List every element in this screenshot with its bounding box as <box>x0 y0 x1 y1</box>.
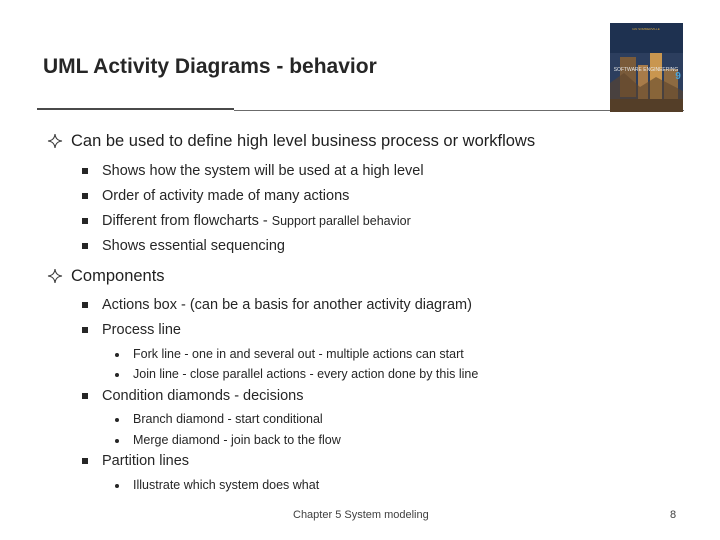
square-bullet-icon <box>82 327 88 333</box>
square-bullet-icon <box>82 458 88 464</box>
book-cover-image <box>610 23 683 112</box>
slide-title: UML Activity Diagrams - behavior <box>43 55 377 78</box>
sub-bullet-text: Process line <box>102 322 181 338</box>
cover-edition: 9 <box>675 71 681 82</box>
dot-bullet-icon <box>115 418 119 422</box>
cover-author: IAN SOMMERVILLE <box>632 27 660 31</box>
dot-bullet-icon <box>115 353 119 357</box>
sub-sub-bullet-text: Fork line - one in and several out - multiple actions can start <box>133 347 464 361</box>
footer-chapter: Chapter 5 System modeling <box>293 509 429 521</box>
sub-sub-bullet-text: Branch diamond - start conditional <box>133 412 323 426</box>
title-divider-thick <box>37 108 234 110</box>
square-bullet-icon <box>82 243 88 249</box>
page-number: 8 <box>670 509 677 521</box>
sub-sub-bullet-text: Illustrate which system does what <box>133 478 320 492</box>
square-bullet-icon <box>82 193 88 199</box>
sub-bullet-text: Condition diamonds - decisions <box>102 388 304 404</box>
sub-bullet-text: Actions box - (can be a basis for another activity diagram) <box>102 297 472 313</box>
star-bullet-icon <box>47 133 63 149</box>
square-bullet-icon <box>82 168 88 174</box>
square-bullet-icon <box>82 302 88 308</box>
sub-bullet-text <box>102 213 411 229</box>
cover-title: SOFTWARE ENGINEERING <box>613 67 679 73</box>
dot-bullet-icon <box>115 373 119 377</box>
bullet-text: Components <box>71 267 165 285</box>
square-bullet-icon <box>82 393 88 399</box>
sub-bullet-main-text: Different from flowcharts - <box>102 213 272 229</box>
bullet-text: Can be used to define high level business process or workflows <box>71 132 536 150</box>
sub-bullet-text: Shows essential sequencing <box>102 238 285 254</box>
sub-sub-bullet-text: Merge diamond - join back to the flow <box>133 433 341 447</box>
sub-bullet-text: Shows how the system will be used at a high level <box>102 163 424 179</box>
sub-sub-bullet-text: Join line - close parallel actions - every action done by this line <box>133 367 479 381</box>
dot-bullet-icon <box>115 484 119 488</box>
sub-bullet-small-text: Support parallel behavior <box>271 214 411 228</box>
dot-bullet-icon <box>115 439 119 443</box>
sub-bullet-text: Partition lines <box>102 453 190 469</box>
sub-bullet-text: Order of activity made of many actions <box>102 188 350 204</box>
star-bullet-icon <box>47 268 63 284</box>
square-bullet-icon <box>82 218 88 224</box>
